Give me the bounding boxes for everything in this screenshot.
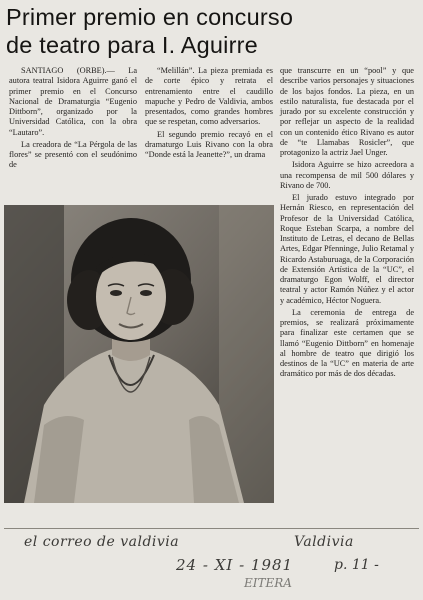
paragraph: “Melillán”. La pieza premiada es de corte épico y retrata el entrenamiento entre el caudillo mapuche y Pedro de Valdivia, ambos presentados, como grandes hombres que se respetan, como adversarios.	[145, 66, 273, 127]
paragraph: El jurado estuvo integrado por Hernán Riesco, en representación del Profesor de la Universidad Católica, Roque Esteban Scarpa, a nombre del Instituto de Letras, el decano de Bellas Artes, Edgar Pfenninge, Julio Retamal y Ricardo Astaburuaga, de la Corporación de Extensión Artística de la “UC”, el dramaturgo Egon Wolff, el director teatral y actor Ramón Núñez y el actor y académico, Héctor Noguera.	[280, 193, 414, 305]
portrait-illustration	[4, 205, 274, 503]
article-column-1	[9, 66, 137, 171]
paragraph: El segundo premio recayó en el dramaturgo Luis Rivano con la obra “Donde está la Jeanette?”, un drama	[145, 129, 273, 159]
paragraph: La creadora de “La Pérgola de las flores” se presentó con el seudónimo de	[9, 139, 137, 170]
article-column-2	[145, 66, 273, 160]
handwritten-date: 24 - XI - 1981	[176, 556, 294, 574]
paragraph: SANTIAGO (ORBE).— La autora teatral Isidora Aguirre ganó el primer premio en el Concurso Nacional de Dramaturgia “Eugenio Dittborn”, organizado por la Universidad Católica, con la obra “Lautaro”.	[9, 66, 137, 137]
paragraph: Isidora Aguirre se hizo acreedora a una recompensa de mil 500 dólares y Rivano de 700.	[280, 160, 414, 190]
paragraph: La ceremonia de entrega de premios, se realizará próximamente para finalizar este certamen que se llamó “Eugenio Dittborn” en homenaje al hombre de teatro que dirigió los destinos de la “UC” en materia de arte dramático por más de dos décadas.	[280, 307, 414, 379]
headline-line-2: de teatro para I. Aguirre	[6, 32, 258, 58]
faded-stamp: EITERA	[244, 576, 292, 590]
portrait-photo	[4, 205, 274, 503]
article-column-3	[280, 66, 414, 380]
handwritten-city: Valdivia	[294, 534, 354, 550]
headline-line-1: Primer premio en concurso	[6, 4, 294, 30]
paragraph: que transcurre en un “pool” y que describe varios personajes y situaciones de los bajos fondos. La pieza, en un estilo naturalista, fue destacada por el jurado por su excelente construcción y por reflejar un aspecto de la realidad con un contenido ético Rivano es autor de “te Llamabas Rosicler”, que protagonizo la actriz Jael Unger.	[280, 66, 414, 157]
handwritten-source: el correo de valdivia	[24, 534, 180, 550]
handwritten-page: p. 11 -	[334, 557, 379, 573]
margin-rule	[4, 528, 419, 529]
headline	[6, 3, 418, 59]
